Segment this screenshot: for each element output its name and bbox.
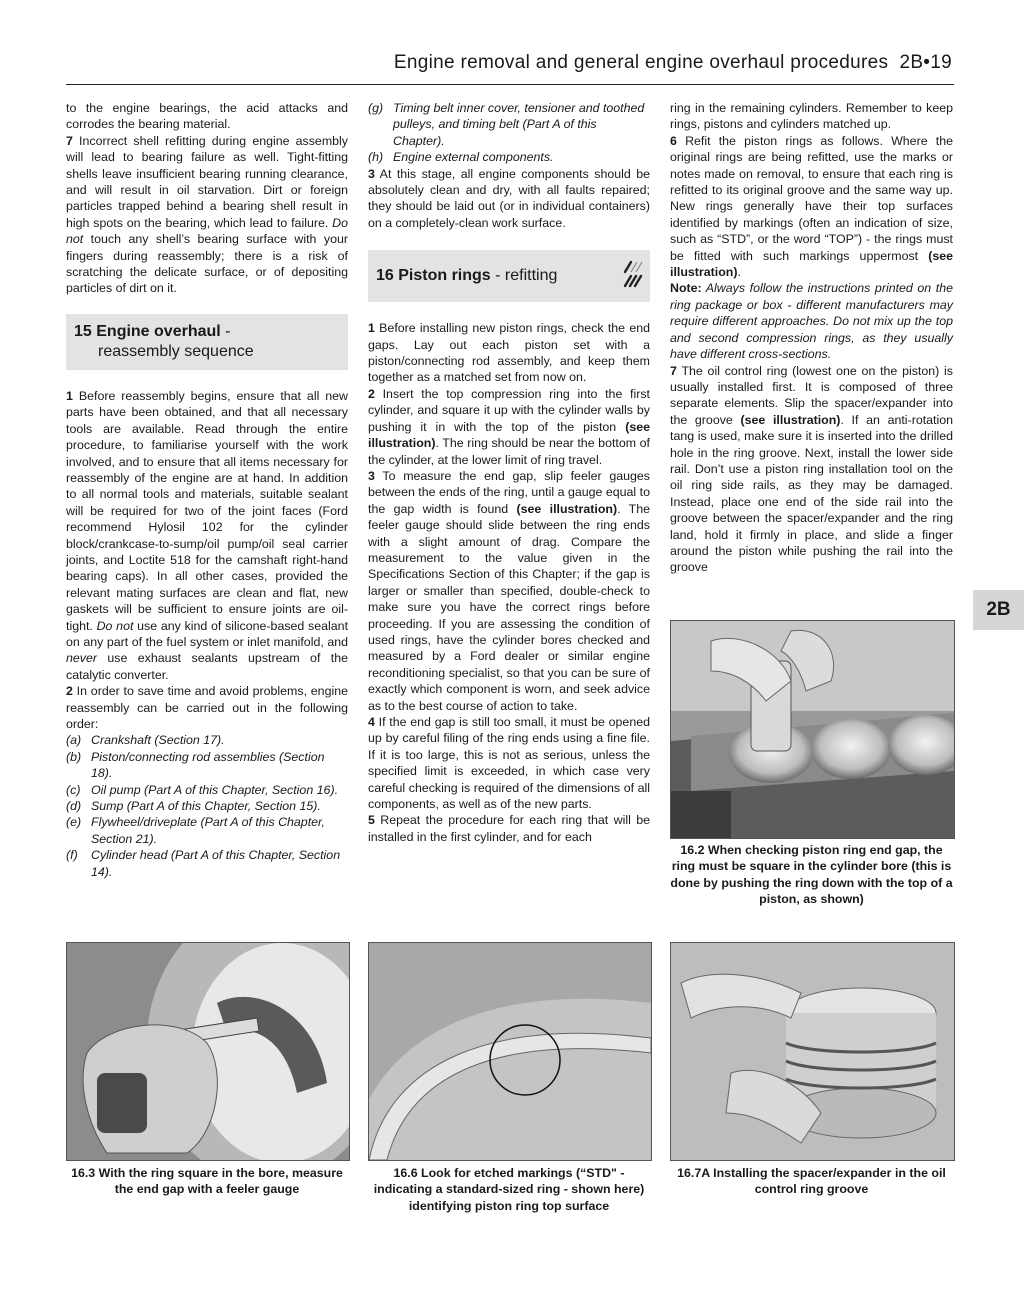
section-15-heading: 15 Engine overhaul - reassembly sequence	[66, 314, 348, 370]
column-3	[670, 100, 953, 576]
photo-16-2	[670, 620, 955, 839]
photo-16-6	[368, 942, 652, 1161]
paragraph-5: 5 Repeat the procedure for each ring that will be installed in the first cylinder, and for each	[368, 813, 650, 844]
column-1	[66, 100, 348, 880]
paragraph-4: 4 If the end gap is still too small, it must be opened up by careful filing of the ring ends using a fine file. If it is too large, this is not as serious, unless the specified limit is exceeded, in which case very careful checking is required of the dimensions of all components, as well as of the new parts.	[368, 715, 650, 812]
paragraph-2: 2 In order to save time and avoid problems, engine reassembly can be carried out in the following order:	[66, 684, 348, 731]
reassembly-order-list	[66, 732, 348, 880]
caption-16-7a: 16.7A Installing the spacer/expander in the oil control ring groove	[677, 1166, 946, 1197]
paragraph-2: 2 Insert the top compression ring into the first cylinder, and square it up with the cylinder walls by pushing it in with the top of the piston (see illustration). The ring should be near the bottom of the cylinder, at the lower limit of ring travel.	[368, 386, 650, 467]
section-16-heading: 16 Piston rings - refitting	[368, 250, 650, 302]
list-item: (f) Cylinder head (Part A of this Chapter, Section 14).	[66, 848, 341, 879]
list-item: (c) Oil pump (Part A of this Chapter, Section 16).	[66, 782, 339, 797]
reassembly-order-list-cont	[368, 100, 650, 166]
paragraph-7: 7 The oil control ring (lowest one on the piston) is usually installed first. It is composed of three separate elements. Slip the spacer/expander into the groove (see illustration). If an anti-rotation tang is used, make sure it is inserted into the drilled hole in the ring groove. Next, install the lower side rail. Don’t use a piston ring installation tool on the oil ring side rails, as they may be damaged. Instead, place one end of the side rail into the groove between the spacer/expander and the ring land, hold it firmly in place, and slide a finger around the piston while pushing the rail into the groove	[670, 363, 954, 575]
list-item: (b) Piston/connecting rod assemblies (Section 18).	[66, 749, 325, 781]
spacer-expander-image	[671, 943, 954, 1160]
list-item: (e) Flywheel/driveplate (Part A of this Chapter, Section 21).	[66, 815, 325, 846]
chapter-tab: 2B	[973, 590, 1024, 630]
paragraph: ring in the remaining cylinders. Remember to keep rings, pistons and cylinders matched up.	[670, 101, 953, 132]
header-title: Engine removal and general engine overhaul procedures	[393, 52, 889, 73]
caption-16-2: 16.2 When checking piston ring end gap, the ring must be square in the cylinder bore (this is done by pushing the ring down with the top of a piston, as shown)	[670, 843, 953, 907]
caption-16-3: 16.3 With the ring square in the bore, measure the end gap with a feeler gauge	[71, 1166, 343, 1197]
paragraph: to the engine bearings, the acid attacks and corrodes the bearing material.	[66, 101, 348, 132]
list-item: (g) Timing belt inner cover, tensioner and toothed pulleys, and timing belt (Part A of this Chapter).	[368, 101, 645, 148]
paragraph-1: 1 Before reassembly begins, ensure that all new parts have been obtained, and that all necessary tools are available. Read through the entire procedure, to familiarise yourself with the work involved, and to ensure that all items necessary for reassembly of the engine are at hand. In addition to all normal tools and materials, suitable sealant will be required for two of the joint faces (Ford recommend Hylosil 102 for the cylinder block/crankcase-to-sump/oil pump/oil seal carrier joints, and Loctite 518 for the camshaft right-hand bearing caps). In all other cases, provided the relevant mating surfaces are clean and flat, new gaskets will be sufficient to ensure joints are oil-tight. Do not use any kind of silicone-based sealant on any part of the fuel system or inlet manifold, and never use exhaust sealants upstream of the catalytic converter.	[66, 388, 349, 682]
list-item: (d) Sump (Part A of this Chapter, Section 15).	[66, 799, 321, 814]
difficulty-wrench-icon	[622, 256, 644, 290]
paragraph-6: 6 Refit the piston rings as follows. Where the original rings are being refitted, use the marks or notes made on removal, to ensure that each ring is refitted to its original groove and the same way up. New rings generally have their top surfaces identified by markings (often an indication of size, such as “STD”, or the word “TOP”) - the rings must be fitted with such markings uppermost (see illustration).	[670, 133, 953, 280]
ring-marking-image	[369, 943, 651, 1160]
paragraph-3: 3 At this stage, all engine components should be absolutely clean and dry, with all faults repaired; they should be laid out (or in individual containers) on a completely-clean work surface.	[368, 166, 650, 230]
header-rule	[66, 84, 954, 85]
caption-16-6: 16.6 Look for etched markings (“STD" - indicating a standard-sized ring - shown here) identifying piston ring top surface	[373, 1166, 645, 1213]
paragraph-7: 7 Incorrect shell refitting during engine assembly will lead to bearing failure as well. Tight-fitting shells leave insufficient bearing running clearance, and will result in oil starvation. Dirt or foreign particles trapped behind a bearing shell result in high spots on the bearing, which lead to failure. Do not touch any shell’s bearing surface with your fingers during reassembly; there is a risk of scratching the delicate surface, or of depositing particles of dirt on it.	[66, 133, 348, 296]
photo-16-3	[66, 942, 350, 1161]
note: Note: Always follow the instructions printed on the ring package or box - different manufacturers may require different approaches. Do not mix up the top and second compression rings, as they usually have different cross-sections.	[670, 281, 953, 362]
column-2	[368, 100, 650, 845]
running-header	[66, 52, 952, 74]
paragraph-1: 1 Before installing new piston rings, check the end gaps. Lay out each piston set with a piston/connecting rod assembly, and keep them together as a matched set from now on.	[368, 321, 650, 385]
paragraph-3: 3 To measure the end gap, slip feeler gauges between the ends of the ring, until a gauge equal to the gap width is found (see illustration). The feeler gauge should slide between the ring ends with a slight amount of drag. Compare the measurement to the value given in the Specifications Section of this Chapter; if the gap is larger or smaller than specified, double-check to make sure you have the correct rings before proceeding. If you are assessing the condition of used rings, have the cylinder bores checked and measured by a Ford dealer or similar engine reconditioning specialist, so that you can be sure of exactly which component is worn, and seek advice as to the best course of action to take.	[368, 468, 651, 713]
list-item: (a) Crankshaft (Section 17).	[66, 733, 225, 748]
page-number: 2B•19	[899, 52, 952, 73]
feeler-gauge-image	[67, 943, 349, 1160]
list-item: (h) Engine external components.	[368, 150, 554, 165]
piston-in-bore-image	[671, 621, 954, 838]
photo-16-7a	[670, 942, 955, 1161]
